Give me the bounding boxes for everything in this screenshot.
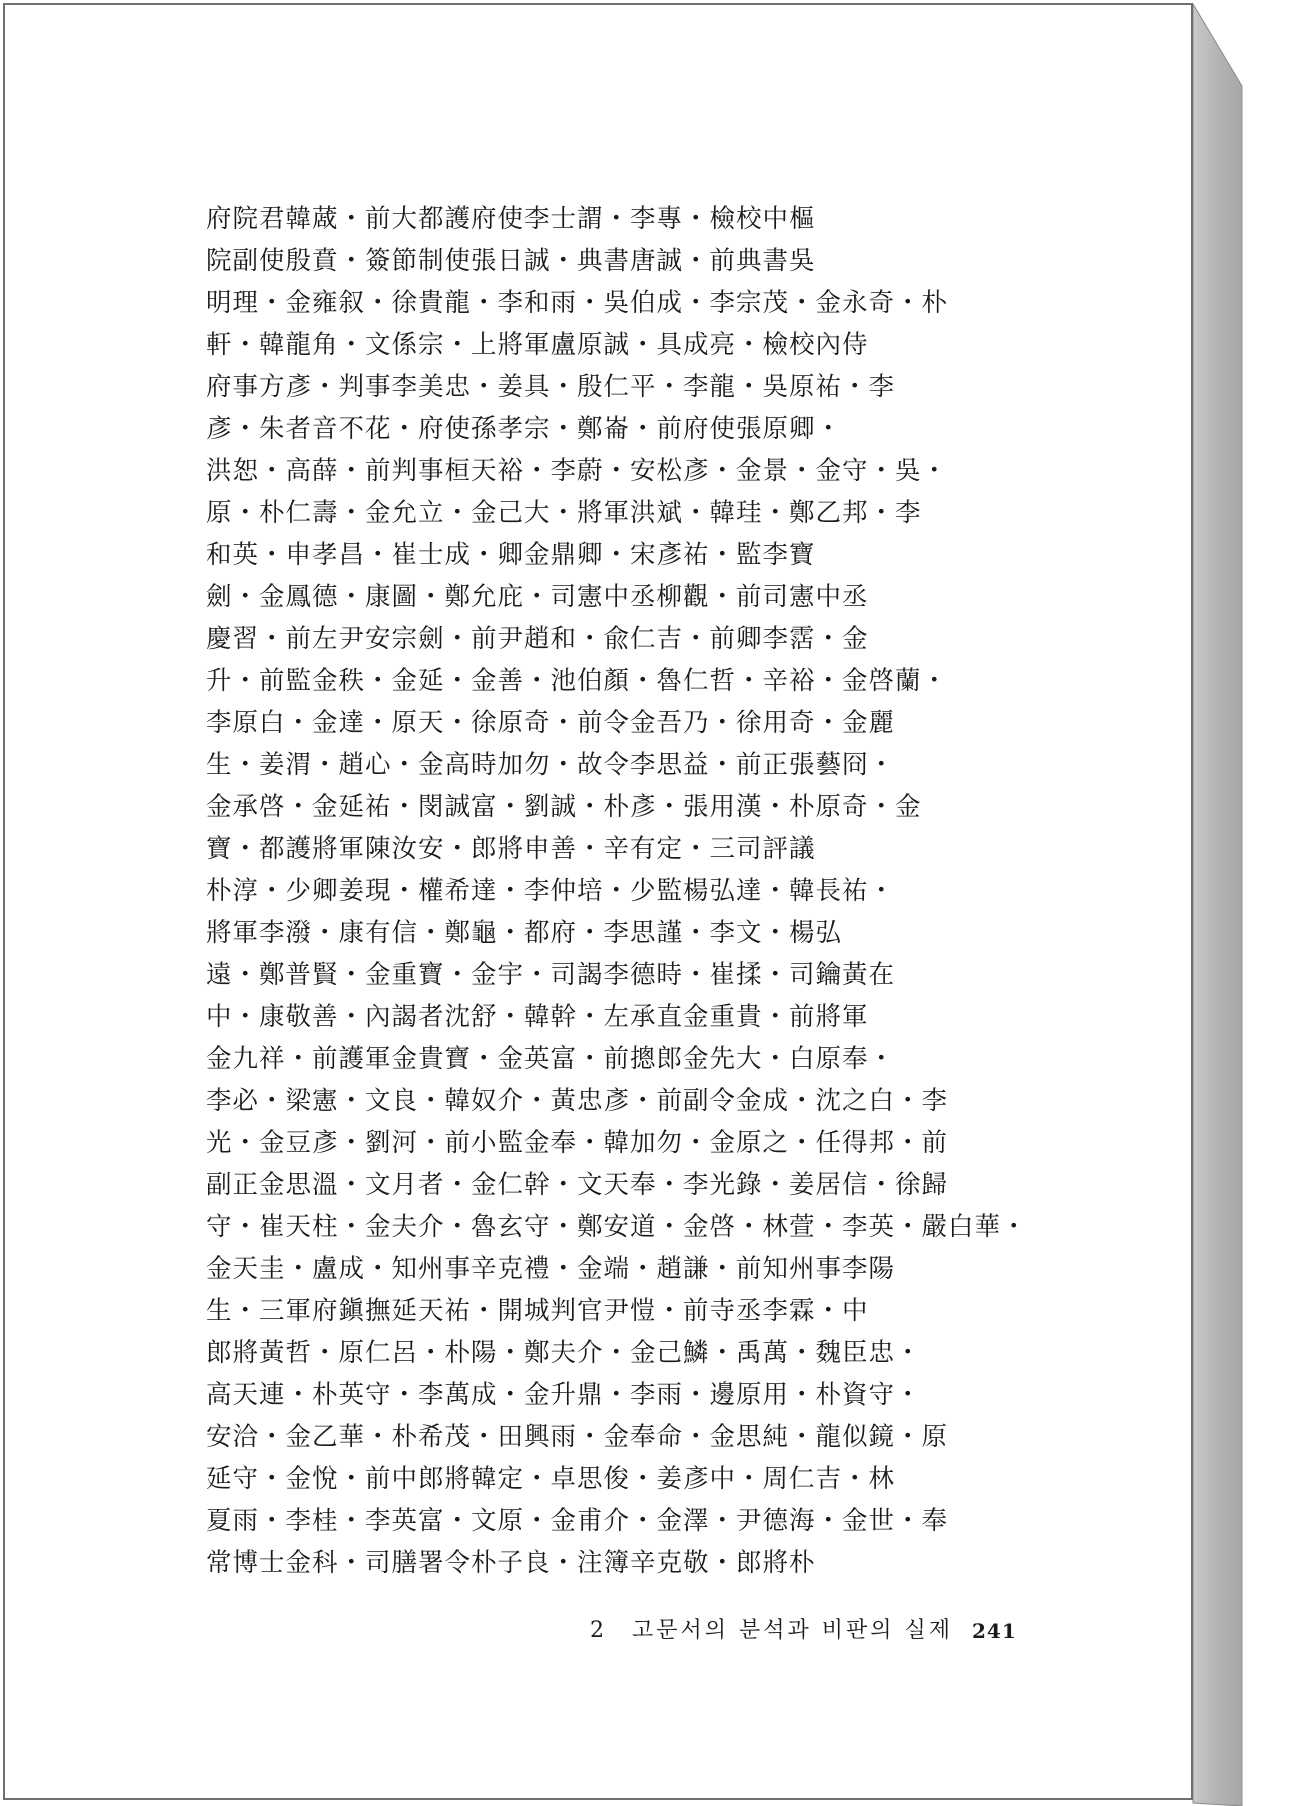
text-line: 光・金豆彥・劉河・前小監金奉・韓加勿・金原之・任得邦・前 <box>206 1128 949 1158</box>
text-line: 生・姜渭・趙心・金高時加勿・故令李思益・前正張藝冏・ <box>206 750 896 780</box>
text-line: 遠・鄭普賢・金重寶・金宇・司謁李德時・崔揉・司鑰黃在 <box>206 960 896 990</box>
text-line: 高天連・朴英守・李萬成・金升鼎・李雨・邊原用・朴資守・ <box>206 1380 922 1410</box>
text-line: 金承啓・金延祐・閔誠富・劉誠・朴彥・張用漢・朴原奇・金 <box>206 792 922 822</box>
text-line: 府事方彥・判事李美忠・姜具・殷仁平・李龍・吳原祐・李 <box>206 372 896 402</box>
text-line: 和英・申孝昌・崔士成・卿金鼎卿・宋彥祐・監李寶 <box>206 540 816 570</box>
text-line: 軒・韓龍角・文係宗・上將軍盧原誠・具成亮・檢校內侍 <box>206 330 869 360</box>
text-line: 府院君韓蒧・前大都護府使李士謂・李專・檢校中樞 <box>206 204 816 234</box>
text-line: 安洽・金乙華・朴希茂・田興雨・金奉命・金思純・龍似鏡・原 <box>206 1422 949 1452</box>
page-number: 241 <box>972 1619 1017 1643</box>
text-line: 原・朴仁壽・金允立・金己大・將軍洪斌・韓珪・鄭乙邦・李 <box>206 498 922 528</box>
text-line: 院副使殷賁・簽節制使張日誠・典書唐誠・前典書吳 <box>206 246 816 276</box>
text-line: 常博士金科・司膳署令朴子良・注簿辛克敬・郎將朴 <box>206 1548 816 1578</box>
text-line: 金天圭・盧成・知州事辛克禮・金端・趙謙・前知州事李陽 <box>206 1254 896 1284</box>
text-line: 寶・都護將軍陳汝安・郎將申善・辛有定・三司評議 <box>206 834 816 864</box>
text-line: 金九祥・前護軍金貴寶・金英富・前摠郎金先大・白原奉・ <box>206 1044 896 1074</box>
text-line: 延守・金悅・前中郎將韓定・卓思俊・姜彥中・周仁吉・林 <box>206 1464 896 1494</box>
body-text <box>206 198 1086 1584</box>
text-line: 郎將黃哲・原仁呂・朴陽・鄭夫介・金己鱗・禹萬・魏臣忠・ <box>206 1338 922 1368</box>
text-line: 中・康敬善・內謁者沈舒・韓幹・左承直金重貴・前將軍 <box>206 1002 869 1032</box>
text-line: 朴淳・少卿姜現・權希達・李仲培・少監楊弘達・韓長祐・ <box>206 876 896 906</box>
text-line: 彥・朱者音不花・府使孫孝宗・鄭崙・前府使張原卿・ <box>206 414 843 444</box>
text-line: 洪恕・高薛・前判事桓天裕・李蔚・安松彥・金景・金守・吳・ <box>206 456 949 486</box>
text-line: 副正金思溫・文月者・金仁幹・文天奉・李光錄・姜居信・徐歸 <box>206 1170 949 1200</box>
text-line: 夏雨・李桂・李英富・文原・金甫介・金澤・尹德海・金世・奉 <box>206 1506 949 1536</box>
text-line: 升・前監金秩・金延・金善・池伯顏・魯仁哲・辛裕・金啓蘭・ <box>206 666 949 696</box>
text-line: 劍・金鳳德・康圖・鄭允庇・司憲中丞柳觀・前司憲中丞 <box>206 582 869 612</box>
text-line: 慶習・前左尹安宗劍・前尹趙和・兪仁吉・前卿李霑・金 <box>206 624 869 654</box>
chapter-title: 고문서의 분석과 비판의 실제 <box>632 1618 954 1643</box>
text-line: 明理・金雍叙・徐貴龍・李和雨・吳伯成・李宗茂・金永奇・朴 <box>206 288 949 318</box>
text-line: 李原白・金達・原天・徐原奇・前令金吾乃・徐用奇・金麗 <box>206 708 896 738</box>
text-line: 生・三軍府鎭撫延天祐・開城判官尹愷・前寺丞李霖・中 <box>206 1296 869 1326</box>
text-line: 守・崔天柱・金夫介・魯玄守・鄭安道・金啓・林萱・李英・嚴白華・ <box>206 1212 1028 1242</box>
page-footer <box>590 1614 1017 1648</box>
text-line: 李必・梁憲・文良・韓奴介・黃忠彥・前副令金成・沈之白・李 <box>206 1086 949 1116</box>
chapter-number: 2 <box>590 1618 604 1643</box>
text-line: 將軍李潑・康有信・鄭龜・都府・李思謹・李文・楊弘 <box>206 918 843 948</box>
